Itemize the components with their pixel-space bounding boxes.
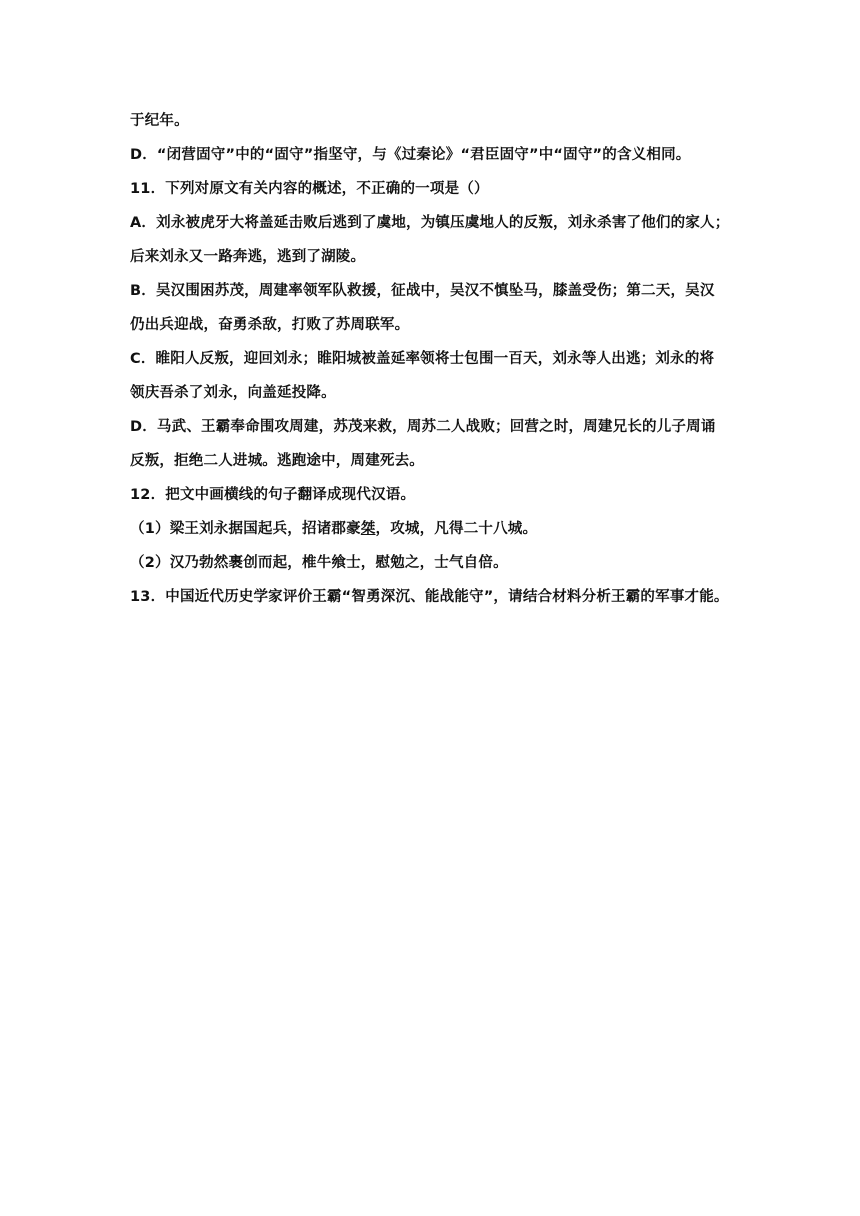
option-c-line-1: C．睢阳人反叛，迎回刘永；睢阳城被盖延率领将士包围一百天，刘永等人出逃；刘永的将 bbox=[130, 351, 715, 367]
text-line-continuation: 于纪年。 bbox=[130, 113, 189, 129]
option-a-line-1: A．刘永被虎牙大将盖延击败后逃到了虞地，为镇压虞地人的反叛，刘永杀害了他们的家人； bbox=[130, 215, 730, 231]
translation-item-2: （2）汉乃勃然裹创而起，椎牛飨士，慰勉之，士气自倍。 bbox=[130, 555, 508, 571]
document-page bbox=[130, 104, 740, 614]
question-13: 13．中国近代历史学家评价王霸“智勇深沉、能战能守”，请结合材料分析王霸的军事才能。 bbox=[130, 589, 729, 605]
option-b-line-1: B．吴汉围困苏茂，周建率领军队救援，征战中，吴汉不慎坠马，膝盖受伤；第二天，吴汉 bbox=[130, 283, 715, 299]
translation-item-1 bbox=[130, 512, 740, 546]
option-a-line-2: 后来刘永又一路奔逃，逃到了湖陵。 bbox=[130, 249, 366, 265]
translation-1-prefix: （1）梁王刘永据国起兵，招诸郡豪 bbox=[130, 521, 361, 537]
translation-1-suffix: ，攻城，凡得二十八城。 bbox=[375, 521, 538, 537]
option-d-line-2: 反叛，拒绝二人进城。逃跑途中，周建死去。 bbox=[130, 453, 424, 469]
question-12: 12．把文中画横线的句子翻译成现代汉语。 bbox=[130, 487, 416, 503]
translation-1-underlined-char: 桀 bbox=[360, 521, 376, 537]
option-b-line-2: 仍出兵迎战，奋勇杀敌，打败了苏周联军。 bbox=[130, 317, 410, 333]
question-11: 11．下列对原文有关内容的概述，不正确的一项是（） bbox=[130, 181, 489, 197]
option-d-q10: D．“闭营固守”中的“固守”指坚守，与《过秦论》“君臣固守”中“固守”的含义相同。 bbox=[130, 147, 691, 163]
option-d-line-1: D．马武、王霸奉命围攻周建，苏茂来救，周苏二人战败；回营之时，周建兄长的儿子周诵 bbox=[130, 419, 716, 435]
option-c-line-2: 领庆吾杀了刘永，向盖延投降。 bbox=[130, 385, 336, 401]
